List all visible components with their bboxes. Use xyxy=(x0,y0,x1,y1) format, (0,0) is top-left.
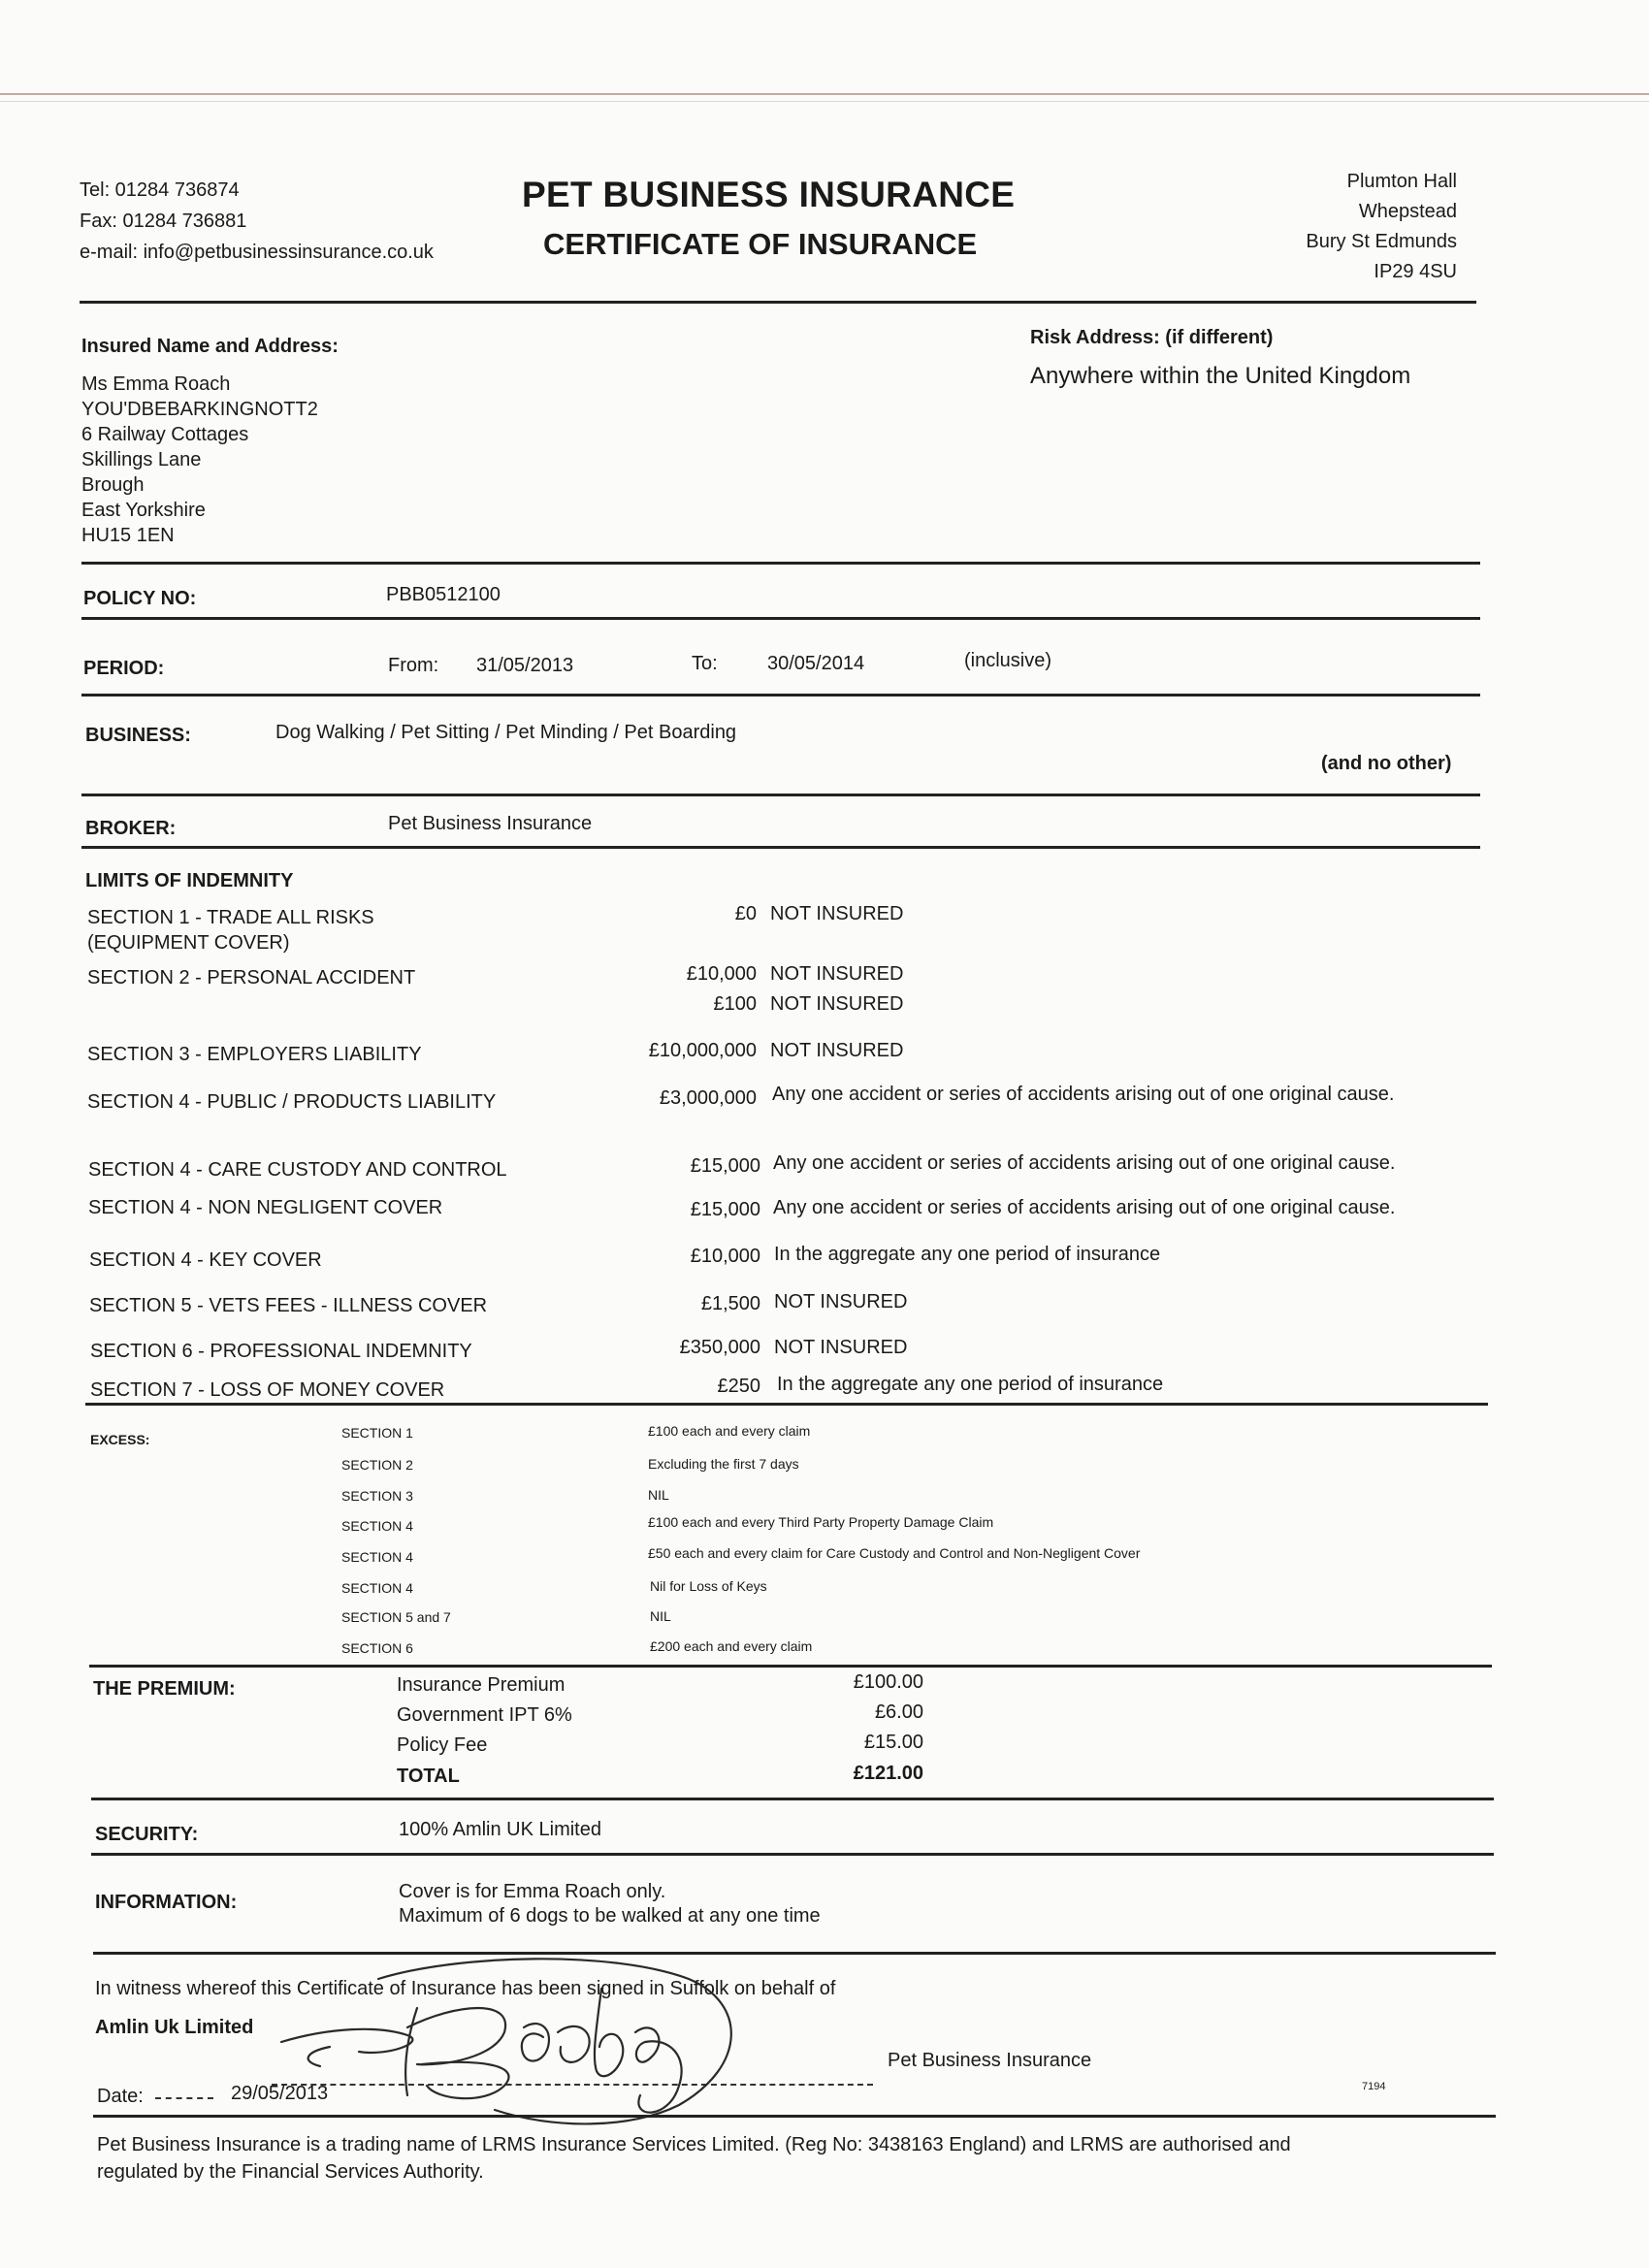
premium-item-label: Insurance Premium xyxy=(397,1674,566,1696)
footer-line: Pet Business Insurance is a trading name of LRMS Insurance Services Limited. (Reg No: 3438163 England) and LRMS are authorised and xyxy=(97,2134,1291,2155)
address-line: Bury St Edmunds xyxy=(1306,231,1457,252)
broker-value: Pet Business Insurance xyxy=(388,813,593,834)
limit-section: SECTION 4 - CARE CUSTODY AND CONTROL xyxy=(88,1159,507,1181)
business-exclusive-note: (and no other) xyxy=(1321,753,1452,774)
period-from-date: 31/05/2013 xyxy=(476,655,574,676)
witness-text: In witness whereof this Certificate of Insurance has been signed in Suffolk on behalf of xyxy=(95,1978,836,1999)
security-value: 100% Amlin UK Limited xyxy=(399,1819,601,1840)
limit-section: SECTION 2 - PERSONAL ACCIDENT xyxy=(87,967,416,988)
insured-line: Skillings Lane xyxy=(81,449,202,470)
limit-section: SECTION 6 - PROFESSIONAL INDEMNITY xyxy=(90,1341,472,1362)
excess-section: SECTION 4 xyxy=(341,1518,413,1534)
excess-value: NIL xyxy=(648,1487,669,1503)
limits-heading: LIMITS OF INDEMNITY xyxy=(85,870,294,891)
business-value: Dog Walking / Pet Sitting / Pet Minding / Pet Boarding xyxy=(275,722,737,743)
fax-line: Fax: 01284 736881 xyxy=(80,211,247,232)
limit-section: SECTION 3 - EMPLOYERS LIABILITY xyxy=(87,1044,422,1065)
premium-total-label: TOTAL xyxy=(397,1766,460,1787)
limit-section: SECTION 4 - KEY COVER xyxy=(89,1249,322,1271)
period-label: PERIOD: xyxy=(83,658,165,679)
divider xyxy=(80,301,1476,304)
limit-section: SECTION 4 - NON NEGLIGENT COVER xyxy=(88,1197,443,1218)
document-subtitle: CERTIFICATE OF INSURANCE xyxy=(543,227,978,261)
period-inclusive-note: (inclusive) xyxy=(964,650,1052,671)
contact-block xyxy=(80,178,434,265)
excess-section: SECTION 2 xyxy=(341,1457,413,1473)
limit-note: NOT INSURED xyxy=(770,993,904,1015)
premium-item-value: £15.00 xyxy=(863,1732,923,1753)
divider xyxy=(89,1665,1492,1668)
excess-value: £100 each and every Third Party Property Damage Claim xyxy=(648,1514,994,1530)
divider xyxy=(81,846,1480,849)
excess-section: SECTION 4 xyxy=(341,1580,413,1596)
insured-line: Brough xyxy=(81,474,145,496)
signatory-name: Pet Business Insurance xyxy=(888,2050,1092,2071)
limit-note: NOT INSURED xyxy=(774,1337,908,1358)
reference-number: 7194 xyxy=(1362,2081,1386,2092)
excess-section: SECTION 5 and 7 xyxy=(341,1609,451,1625)
certificate-date: 29/05/2013 xyxy=(231,2083,329,2104)
excess-section: SECTION 3 xyxy=(341,1488,413,1504)
footer-line: regulated by the Financial Services Authority. xyxy=(97,2161,484,2183)
document-title: PET BUSINESS INSURANCE xyxy=(522,175,1016,214)
address-line: Whepstead xyxy=(1358,201,1457,222)
limit-section: SECTION 4 - PUBLIC / PRODUCTS LIABILITY xyxy=(87,1091,497,1113)
premium-item-value: £6.00 xyxy=(874,1701,923,1723)
tel-line: Tel: 01284 736874 xyxy=(80,179,240,201)
excess-value: £200 each and every claim xyxy=(650,1638,813,1654)
excess-value: £50 each and every claim for Care Custody and Control and Non-Negligent Cover xyxy=(648,1545,1141,1561)
premium-item-label: Government IPT 6% xyxy=(397,1704,572,1726)
limit-amount: £350,000 xyxy=(679,1337,760,1358)
divider xyxy=(91,1798,1494,1800)
email-line: e-mail: info@petbusinessinsurance.co.uk xyxy=(80,242,434,263)
limit-section: (EQUIPMENT COVER) xyxy=(87,932,290,954)
broker-label: BROKER: xyxy=(85,818,177,839)
risk-address-label: Risk Address: (if different) xyxy=(1030,327,1274,348)
limit-amount: £15,000 xyxy=(690,1155,760,1177)
limit-section: SECTION 1 - TRADE ALL RISKS xyxy=(87,907,374,928)
address-line: Plumton Hall xyxy=(1346,171,1457,192)
excess-section: SECTION 4 xyxy=(341,1549,413,1565)
scan-edge xyxy=(0,93,1649,95)
limit-note: Any one accident or series of accidents arising out of one original cause. xyxy=(773,1197,1396,1218)
divider xyxy=(93,2115,1496,2118)
limit-note: In the aggregate any one period of insurance xyxy=(774,1244,1161,1265)
excess-value: Nil for Loss of Keys xyxy=(650,1578,767,1594)
divider xyxy=(81,794,1480,796)
policy-label: POLICY NO: xyxy=(83,588,197,609)
excess-value: £100 each and every claim xyxy=(648,1423,811,1439)
limit-amount: £10,000,000 xyxy=(648,1040,757,1061)
limit-section: SECTION 5 - VETS FEES - ILLNESS COVER xyxy=(89,1295,488,1316)
divider xyxy=(91,1853,1494,1856)
period-to-label: To: xyxy=(692,653,718,674)
period-to-date: 30/05/2014 xyxy=(767,653,865,674)
excess-value: NIL xyxy=(650,1608,671,1624)
security-label: SECURITY: xyxy=(95,1824,199,1845)
excess-value: Excluding the first 7 days xyxy=(648,1456,799,1472)
date-label: Date: xyxy=(97,2086,144,2107)
insured-line: YOU'DBEBARKINGNOTT2 xyxy=(81,399,318,420)
scan-edge xyxy=(0,101,1649,102)
limit-note: Any one accident or series of accidents arising out of one original cause. xyxy=(772,1084,1395,1105)
insured-line: 6 Railway Cottages xyxy=(81,424,249,445)
date-leader xyxy=(155,2097,213,2099)
excess-section: SECTION 1 xyxy=(341,1425,413,1441)
excess-section: SECTION 6 xyxy=(341,1640,413,1656)
period-from-label: From: xyxy=(388,655,439,676)
handwritten-signature xyxy=(262,1950,766,2134)
insured-line: East Yorkshire xyxy=(81,500,206,521)
insured-line: HU15 1EN xyxy=(81,525,175,546)
premium-item-value: £100.00 xyxy=(853,1671,923,1693)
divider xyxy=(81,694,1480,697)
limit-amount: £10,000 xyxy=(690,1246,760,1267)
business-label: BUSINESS: xyxy=(85,725,191,746)
limit-note: NOT INSURED xyxy=(770,1040,904,1061)
premium-item-label: Policy Fee xyxy=(397,1734,488,1756)
limit-amount: £10,000 xyxy=(686,963,757,985)
limit-note: NOT INSURED xyxy=(770,963,904,985)
divider xyxy=(81,562,1480,565)
limit-amount: £250 xyxy=(717,1376,760,1397)
limit-note: NOT INSURED xyxy=(770,903,904,924)
excess-label: EXCESS: xyxy=(90,1432,150,1447)
insured-line: Ms Emma Roach xyxy=(81,373,231,395)
divider xyxy=(85,1403,1488,1406)
risk-address-value: Anywhere within the United Kingdom xyxy=(1030,363,1411,389)
insured-label: Insured Name and Address: xyxy=(81,336,339,357)
divider xyxy=(81,617,1480,620)
limit-amount: £3,000,000 xyxy=(659,1087,757,1109)
company-address xyxy=(1242,169,1457,284)
premium-label: THE PREMIUM: xyxy=(93,1678,236,1700)
limit-amount: £1,500 xyxy=(700,1293,760,1314)
limit-note: Any one accident or series of accidents arising out of one original cause. xyxy=(773,1152,1396,1174)
information-label: INFORMATION: xyxy=(95,1892,238,1913)
witness-company: Amlin Uk Limited xyxy=(95,2017,254,2038)
information-line: Maximum of 6 dogs to be walked at any one time xyxy=(399,1905,821,1927)
insured-address xyxy=(81,372,318,548)
policy-number: PBB0512100 xyxy=(386,584,501,605)
address-line: IP29 4SU xyxy=(1374,261,1457,282)
limit-amount: £0 xyxy=(734,903,757,924)
limit-amount: £100 xyxy=(713,993,757,1015)
limit-note: NOT INSURED xyxy=(774,1291,908,1312)
limit-section: SECTION 7 - LOSS OF MONEY COVER xyxy=(90,1379,445,1401)
limit-amount: £15,000 xyxy=(690,1199,760,1220)
information-line: Cover is for Emma Roach only. xyxy=(399,1881,666,1902)
limit-note: In the aggregate any one period of insurance xyxy=(777,1374,1164,1395)
premium-total-value: £121.00 xyxy=(853,1763,923,1784)
